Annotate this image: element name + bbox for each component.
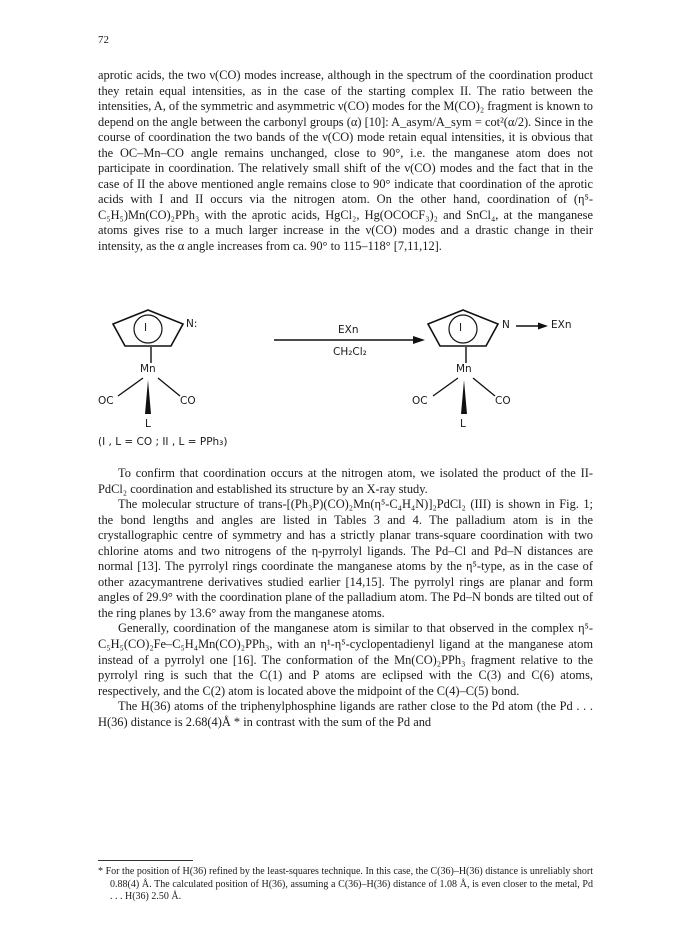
reagent-label: EXn [338, 324, 359, 336]
left-nitrogen-label: N: [186, 318, 198, 330]
paragraph-structure: The molecular structure of trans-[(Ph₃P)(CO)₂Mn(η⁵-C₄H₄N)]₂PdCl₂ (III) is shown in Fig. 1; the bond lengths and angles are listed in Tables 3 and 4. The palladium atom is in the crystallographic centre of symmetry and has a strictly planar trans-square coordination with two chlorine atoms and two nitrogens of the η-pyrrolyl ligands. The Pd–Cl and Pd–N distances are normal [13]. The pyrrolyl rings coordinate the manganese atoms by the η⁵-type, as in the case of other azacymantrene derivatives studied earlier [14,15]. The pyrrolyl rings are planar and form angles of 29.9° with the coordination plane of the palladium atom. The Pd–N bonds are tilted out of the ring planes by 13.6° away from the manganese atoms. [98, 497, 593, 620]
footnote-divider [98, 860, 193, 861]
left-co-label: CO [180, 395, 196, 407]
paragraph-generally: Generally, coordination of the manganese atom is similar to that observed in the complex η⁵-C₅H₅(CO)₂Fe–C₅H₄Mn(CO)₂PPh₃, with an η¹-η⁵-cyclopentadienyl ligand at the manganese atom instead of a pyrrolyl one [16]. The conformation of the Mn(CO)₂PPh₃ fragment relative to the pyrrolyl ring is such that the C(1) and P atoms are eclipsed with the C(3) and C(6) atoms, respectively, and the C(2) atom is located above the midpoint of the C(4)–C(5) bond. [98, 621, 593, 698]
body-paragraphs [98, 466, 593, 730]
right-ex-label: EXn [551, 319, 572, 331]
footnote-text: * For the position of H(36) refined by the least-squares technique. In this case, the C(36)–H(36) distance is unreliably short 0.88(4) Å. The calculated position of H(36), assuming a C(36)–H(36) distance of 1.08 Å, is even closer to the metal, Pd . . . H(36) 2.50 Å. [98, 866, 593, 902]
page-number: 72 [98, 34, 109, 46]
left-ring-label: I [144, 322, 148, 334]
paragraph-text: aprotic acids, the two ν(CO) modes increase, although in the spectrum of the coordination product they retain equal intensities, as in the case of the starting complex II. The ratio between the intensities, A, of the symmetric and asymmetric ν(CO) modes for the M(CO)₂ fragment is known to depend on the angle between the carbonyl groups (α) [10]: A_asym/A_sym = cot²(α/2). Since in the course of coordination the two bands of the ν(CO) mode retain equal intensities, it is obvious that the OC–Mn–CO angle remains unchanged, close to 90°, i.e. the manganese atom does not participate in coordination. The relatively small shift of the ν(CO) modes and the fact that in the case of II the above mentioned angle remains close to 90° indicate that coordination of the aprotic acids with I and II occurs via the nitrogen atom. On the other hand, coordination of (η⁵-C₅H₅)Mn(CO)₂PPh₃ with the aprotic acids, HgCl₂, Hg(OCOCF₃)₂ and SnCl₄, at the manganese atoms gives rise to a much larger increase in the ν(CO) modes and a drastic change in their intensity, as the α angle increases from ca. 90° to 115–118° [7,11,12]. [98, 68, 593, 254]
right-l-label: L [460, 418, 466, 430]
footnote [98, 866, 593, 904]
paragraph-intro [98, 68, 593, 255]
paragraph-h36: The H(36) atoms of the triphenylphosphine ligands are rather close to the Pd atom (the Pd . . . H(36) distance is 2.68(4)Å * in contrast with the sum of the Pd and [98, 699, 593, 729]
scheme-caption: (I , L = CO ; II , L = PPh₃) [98, 436, 228, 448]
reaction-scheme [98, 300, 593, 460]
paragraph-confirm: To confirm that coordination occurs at the nitrogen atom, we isolated the product of the II-PdCl₂ coordination and established its structure by an X-ray study. [98, 466, 593, 496]
left-oc-label: OC [98, 395, 114, 407]
left-ring-inner-circle [134, 315, 162, 343]
right-mn-label: Mn [456, 363, 472, 375]
left-l-label: L [145, 418, 151, 430]
right-co-label: CO [495, 395, 511, 407]
right-nitrogen-label: N [502, 319, 510, 331]
left-mn-label: Mn [140, 363, 156, 375]
solvent-label: CH₂Cl₂ [333, 346, 367, 358]
right-ring-inner-circle [449, 315, 477, 343]
right-oc-label: OC [412, 395, 428, 407]
right-ring-label: I [459, 322, 463, 334]
